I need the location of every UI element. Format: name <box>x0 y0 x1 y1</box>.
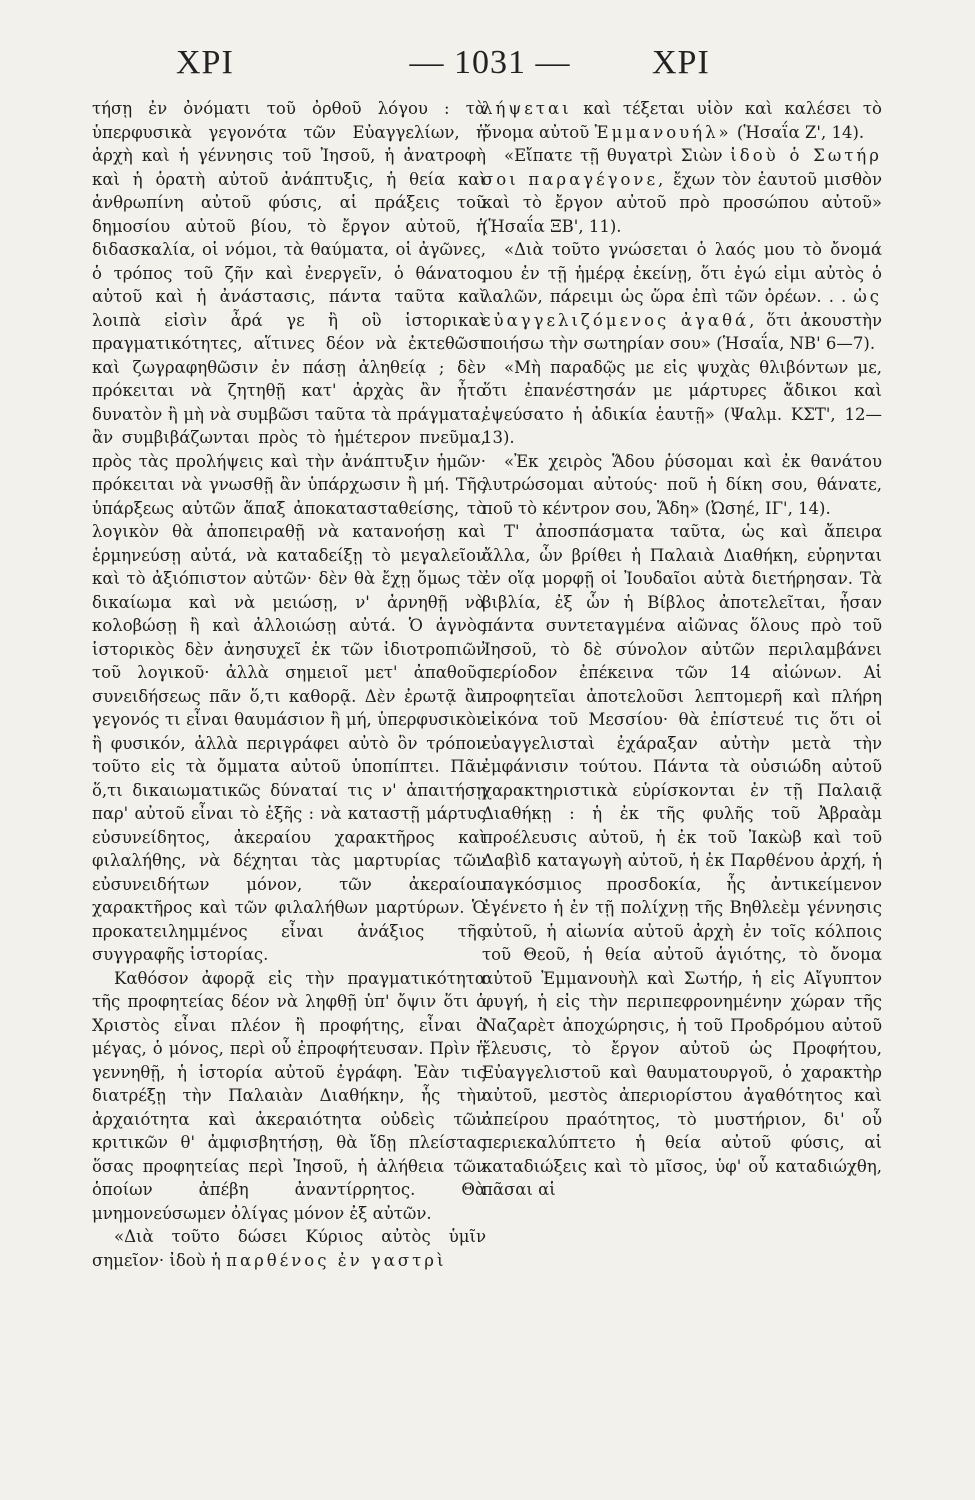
right-p2-spaced: ἰδοὺ ὁ Σωτήρ σοι παραγέγονε, <box>482 146 882 189</box>
header-left-keyword: ΧΡΙ <box>176 44 234 81</box>
right-paragraph-1 <box>482 97 882 144</box>
right-p2-start: «Εἴπατε τῇ θυγατρὶ Σιὼν <box>504 146 723 165</box>
right-p3-start: «Διὰ τοῦτο γνώσεται ὁ λαός μου τὸ ὄνομά μου ἐν τῇ ἡμέρᾳ ἐκείνῃ, ὅτι ἐγώ εἰμι αὐτὸς ὁ λαλῶν, πάρειμι ὡς ὥρα ἐπὶ τῶν ὀρέων. . . <box>482 240 882 306</box>
right-p1-spaced: λήψεται <box>482 99 572 118</box>
right-p3-spaced: ὡς εὐαγγελιζόμενος ἀγαθά, <box>482 287 883 330</box>
left-paragraph-3-text: «Διὰ τοῦτο δώσει Κύριος αὐτὸς ὑμῖν σημεῖον· ἰδοὺ ἡ <box>92 1227 486 1270</box>
left-column <box>92 97 486 1272</box>
right-paragraph-3 <box>482 238 882 356</box>
left-paragraph-3 <box>92 1225 486 1272</box>
right-p1-spaced-2: Ἐμμανουήλ» <box>594 122 732 142</box>
right-paragraph-2 <box>482 144 882 238</box>
left-paragraph-2: Καθόσον ἀφορᾷ εἰς τὴν πραγματικότητα τῆς προφητείας δέον νὰ ληφθῇ ὑπ' ὄψιν ὅτι ὁ Χριστὸς εἶναι πλέον ἢ προφήτης, εἶναι ὁ μέγας, ὁ μόνος, περὶ οὗ ἐπροφήτευσαν. Πρὶν ἡ γεννηθῇ, ἡ ἱστορία αὐτοῦ ἐγράφη. Ἐὰν τις διατρέξῃ τὴν Παλαιὰν Διαθήκην, ἧς τὴν ἀρχαιότητα καὶ ἀκεραιότητα οὐδεὶς τῶν κριτικῶν θ' ἀμφισβητήσῃ, θὰ ἴδῃ πλείστας ὅσας προφητείας περὶ Ἰησοῦ, ἡ ἀλήθεια τῶν ὁποίων ἀπέβη ἀναντίρρητος. Θὰ μνημονεύσωμεν ὀλίγας μόνον ἐξ αὐτῶν. <box>92 968 486 1223</box>
right-paragraph-5: «Ἐκ χειρὸς Ἅδου ῥύσομαι καὶ ἐκ θανάτου λυτρώσομαι αὐτούς· ποῦ ἡ δίκη σου, θάνατε, ποῦ τὸ κέντρον σου, Ἅδη» (Ὠσηέ, ΙΓ', 14). <box>482 451 882 518</box>
right-paragraph-4: «Μὴ παραδῷς με εἰς ψυχὰς θλιβόντων με, ὅτι ἐπανέστησάν με μάρτυρες ἄδικοι καὶ ἐψεύσατο ἡ ἀδικία ἑαυτῇ» (Ψαλμ. ΚΣΤ', 12—13). <box>482 357 882 447</box>
page-header <box>0 38 975 98</box>
right-column <box>482 97 882 1202</box>
right-p3-end: ὅτι ἀκουστὴν ποιήσω τὴν σωτηρίαν σου» (Ἡσαΐα, ΝΒ' 6—7). <box>482 310 882 353</box>
right-p1-citation: (Ἡσαΐα Ζ', 14). <box>736 122 865 142</box>
left-paragraph-1: τήσῃ ἐν ὀνόματι τοῦ ὀρθοῦ λόγου : τὰ ὑπερφυσικὰ γεγονότα τῶν Εὐαγγελίων, ἡ ἀρχὴ καὶ ἡ γέννησις τοῦ Ἰησοῦ, ἡ ἀνατροφὴ καὶ ἡ ὁρατὴ αὐτοῦ ἀνάπτυξις, ἡ θεία καὶ ἀνθρωπίνη αὐτοῦ φύσις, αἱ πράξεις τοῦ δημοσίου αὐτοῦ βίου, τὸ ἔργον αὐτοῦ, ἡ διδασκαλία, οἱ νόμοι, τὰ θαύματα, οἱ ἀγῶνες, ὁ τρόπος τοῦ ζῆν καὶ ἐνεργεῖν, ὁ θάνατος αὐτοῦ καὶ ἡ ἀνάστασις, πάντα ταῦτα καὶ λοιπὰ εἰσὶν ἆρά γε ἢ οὒ ἱστορικαὶ πραγματικότητες, αἵτινες δέον νὰ ἐκτεθῶσι καὶ ζωγραφηθῶσιν ἐν πάσῃ ἀληθείᾳ ; δὲν πρόκειται νὰ ζητηθῇ κατ' ἀρχὰς ἂν ἦτο δυνατὸν ἢ μὴ νὰ συμβῶσι ταῦτα τὰ πράγματα, ἂν συμβιβάζωνται πρὸς τὸ ἡμέτερον πνεῦμα, πρὸς τὰς προλήψεις καὶ τὴν ἀνάπτυξιν ἡμῶν· πρόκειται νὰ γνωσθῇ ἂν ὑπάρχωσιν ἢ μή. Τῆς ὑπάρξεως αὐτῶν ἅπαξ ἀποκατασταθείσης, τὸ λογικὸν θὰ ἀποπειραθῇ νὰ κατανοήσῃ καὶ ἑρμηνεύσῃ αὐτά, νὰ καταδείξῃ τὸ μεγαλεῖον καὶ τὸ ἀξιόπιστον αὐτῶν· δὲν θὰ ἔχῃ ὅμως τὸ δικαίωμα καὶ νὰ μειώσῃ, ν' ἀρνηθῇ νὰ κολοβώσῃ ἢ καὶ ἀλλοιώσῃ αὐτά. Ὁ ἁγνὸς ἱστορικὸς δὲν ἀνησυχεῖ ἐκ τῶν ἰδιοτροπιῶν τοῦ λογικοῦ· ἀλλὰ σημειοῖ μετ' ἀπαθοῦς συνειδήσεως πᾶν ὅ,τι καθορᾷ. Δὲν ἐρωτᾷ ἂν γεγονός τι εἶναι θαυμάσιον ἢ μή, ὑπερφυσικὸν ἢ φυσικόν, ἀλλὰ περιγράφει αὐτὸ ὃν τρόπον τοῦτο εἰς τὰ ὄμματα αὐτοῦ ὑποπίπτει. Πᾶν ὅ,τι δικαιωματικῶς δύναταί τις ν' ἀπαιτήσῃ παρ' αὐτοῦ εἶναι τὸ ἑξῆς : νὰ καταστῇ μάρτυς εὐσυνείδητος, ἀκεραίου χαρακτῆρος καὶ φιλαλήθης, νὰ δέχηται τὰς μαρτυρίας τῶν εὐσυνειδήτων μόνον, τῶν ἀκεραίου χαρακτῆρος καὶ τῶν φιλαλήθων μαρτύρων. Ὁ προκατειλημμένος εἶναι ἀνάξιος τῆς συγγραφῆς ἱστορίας. <box>92 99 486 964</box>
right-p2-end: ἔχων τὸν ἑαυτοῦ μισθὸν καὶ τὸ ἔργον αὐτοῦ πρὸ προσώπου αὐτοῦ» (Ἡσαΐα ΞΒ', 11). <box>482 169 882 236</box>
right-paragraph-6: Τ' ἀποσπάσματα ταῦτα, ὡς καὶ ἄπειρα ἄλλα, ὧν βρίθει ἡ Παλαιὰ Διαθήκη, εὑρηνται ἐν οἵᾳ μορφῇ οἱ Ἰουδαῖοι αὐτὰ διετήρησαν. Τὰ βιβλία, ἐξ ὧν ἡ Βίβλος ἀποτελεῖται, ἦσαν πάντα συντεταγμένα αἰῶνας ὅλους πρὸ τοῦ Ἰησοῦ, τὸ δὲ σύνολον αὐτῶν περιλαμβάνει περίοδον ἐπέκεινα τῶν 14 αἰώνων. Αἱ προφητεῖαι ἀποτελοῦσι λεπτομερῆ καὶ πλήρη εἰκόνα τοῦ Μεσσίου· θὰ ἐπίστευέ τις ὅτι οἱ εὐαγγελισταὶ ἐχάραξαν αὐτὴν μετὰ τὴν ἐμφάνισιν τούτου. Πάντα τὰ οὐσιώδη αὐτοῦ χαρακτηριστικὰ εὑρίσκονται ἐν τῇ Παλαιᾷ Διαθήκῃ : ἡ ἐκ τῆς φυλῆς τοῦ Ἀβραὰμ προέλευσις αὐτοῦ, ἡ ἐκ τοῦ Ἰακὼβ καὶ τοῦ Δαβὶδ καταγωγὴ αὐτοῦ, ἡ ἐκ Παρθένου ἀρχή, ἡ παγκόσμιος προσδοκία, ἧς ἀντικείμενον ἐγένετο ἡ ἐν τῇ πολίχνῃ τῆς Βηθλεὲμ γέννησις αὐτοῦ, ἡ αἰωνία αὐτοῦ ἀρχὴ ἐν τοῖς κόλποις τοῦ Θεοῦ, ἡ θεία αὐτοῦ ἁγιότης, τὸ ὄνομα αὐτοῦ Ἐμμανουὴλ καὶ Σωτήρ, ἡ εἰς Αἴγυπτον φυγή, ἡ εἰς τὴν περιπεφρονημένην χώραν τῆς Ναζαρὲτ ἀποχώρησις, ἡ τοῦ Προδρόμου αὐτοῦ ἔλευσις, τὸ ἔργον αὐτοῦ ὡς Προφήτου, Εὐαγγελιστοῦ καὶ θαυματουργοῦ, ὁ χαρακτὴρ αὐτοῦ, μεστὸς ἀπεριορίστου ἀγαθότητος καὶ ἀπείρου πραότητος, τὸ μυστήριον, δι' οὗ περιεκαλύπτετο ἡ θεία αὐτοῦ φύσις, αἱ καταδιώξεις καὶ τὸ μῖσος, ὑφ' οὗ καταδιώχθη, πᾶσαι αἱ <box>482 522 882 1199</box>
header-right-keyword: ΧΡΙ <box>652 44 710 81</box>
page-number: — 1031 — <box>409 44 571 81</box>
left-paragraph-3-spaced: παρθένος ἐν γαστρὶ <box>226 1250 447 1270</box>
right-p1-text: καὶ τέξεται υἱὸν καὶ καλέσει τὸ ὄνομα αὐτοῦ <box>482 99 882 142</box>
